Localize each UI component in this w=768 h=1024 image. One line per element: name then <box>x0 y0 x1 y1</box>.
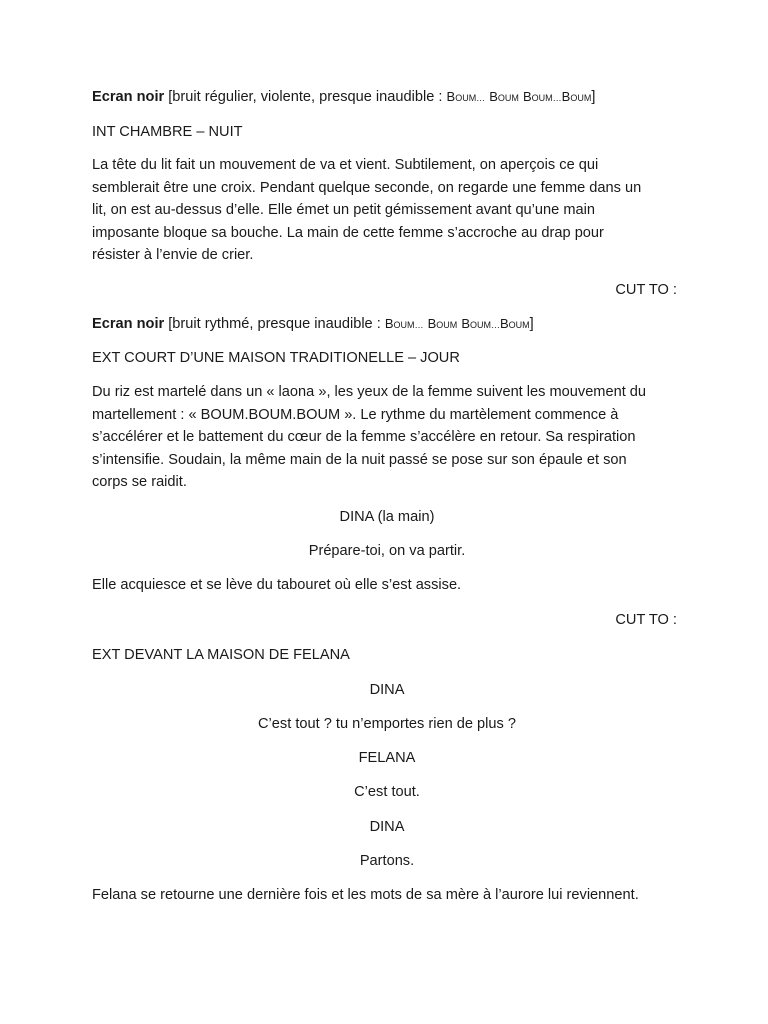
character-name: DINA (la main) <box>339 509 435 525</box>
beat-smallcaps: OUM <box>436 320 458 330</box>
beat-smallcaps: OUM… <box>469 320 500 330</box>
scene-heading: EXT COURT D’UNE MAISON TRADITIONELLE – JOUR <box>92 350 460 366</box>
beat-smallcaps: OUM… <box>455 93 486 103</box>
scene-heading: INT CHAMBRE – NUIT <box>92 124 243 140</box>
action-line: lit, on est au-dessus d’elle. Elle émet un petit gémissement avant qu’une main <box>92 202 595 218</box>
beat-smallcaps: OUM… <box>531 93 562 103</box>
action-line: résister à l’envie de crier. <box>92 247 254 263</box>
action-line: semblerait être une croix. Pendant quelque seconde, on regarde une femme dans un <box>92 179 642 196</box>
sound-beats <box>447 89 592 105</box>
beat-capital: B <box>461 316 470 331</box>
sound-description: [bruit régulier, violente, presque inaudible : <box>168 89 447 105</box>
character-name: DINA <box>369 819 405 835</box>
beat-smallcaps: OUM <box>570 93 592 103</box>
dialogue: Partons. <box>359 853 415 869</box>
action-line: s’intensifie. Soudain, la même main de la nuit passé se pose sur son épaule et son <box>92 451 627 468</box>
black-screen-label: Ecran noir <box>92 89 165 105</box>
action-line: Felana se retourne une dernière fois et les mots de sa mère à l’aurore lui reviennent. <box>92 887 639 903</box>
beat-smallcaps: OUM <box>497 93 519 103</box>
beat-smallcaps: OUM <box>508 320 530 330</box>
action-line: s’accélérer et le battement du cœur de la femme s’accélère en retour. Sa respiration <box>92 429 636 445</box>
beat-capital: B <box>427 316 437 331</box>
action-line: martellement : « BOUM.BOUM.BOUM ». Le rythme du martèlement commence à <box>92 406 619 423</box>
beat-capital: B <box>561 89 571 104</box>
sound-description: [bruit rythmé, presque inaudible : <box>168 316 385 332</box>
action-line: corps se raidit. <box>92 474 187 490</box>
action-line: imposante bloque sa bouche. La main de cette femme s’accroche au drap pour <box>92 224 604 241</box>
action-line: Elle acquiesce et se lève du tabouret où elle s’est assise. <box>92 577 462 593</box>
sound-close: ] <box>529 316 534 332</box>
beat-capital: B <box>489 89 498 104</box>
beat-capital: B <box>446 89 456 104</box>
beat-capital: B <box>384 316 394 331</box>
beat-capital: B <box>499 316 509 331</box>
beat-capital: B <box>522 89 532 104</box>
dialogue: C’est tout ? tu n’emportes rien de plus ? <box>258 716 516 732</box>
black-screen-line-2 <box>92 313 682 337</box>
action-line: La tête du lit fait un mouvement de va et vient. Subtilement, on aperçois ce qui <box>92 157 599 173</box>
scene-heading: EXT DEVANT LA MAISON DE FELANA <box>92 647 350 663</box>
sound-beats <box>385 316 530 332</box>
dialogue: C’est tout. <box>354 784 420 800</box>
character-name: DINA <box>369 682 405 698</box>
dialogue: Prépare-toi, on va partir. <box>308 543 466 559</box>
black-screen-line-1 <box>92 86 682 110</box>
action-line: Du riz est martelé dans un « laona », les yeux de la femme suivent les mouvement du <box>92 384 647 400</box>
action-paragraph <box>92 381 682 494</box>
character-name: FELANA <box>358 750 416 766</box>
sound-close: ] <box>591 89 596 105</box>
action-paragraph <box>92 154 682 267</box>
beat-smallcaps: OUM… <box>393 320 424 330</box>
black-screen-label: Ecran noir <box>92 316 165 332</box>
transition: CUT TO : <box>615 612 677 628</box>
transition: CUT TO : <box>615 282 677 298</box>
